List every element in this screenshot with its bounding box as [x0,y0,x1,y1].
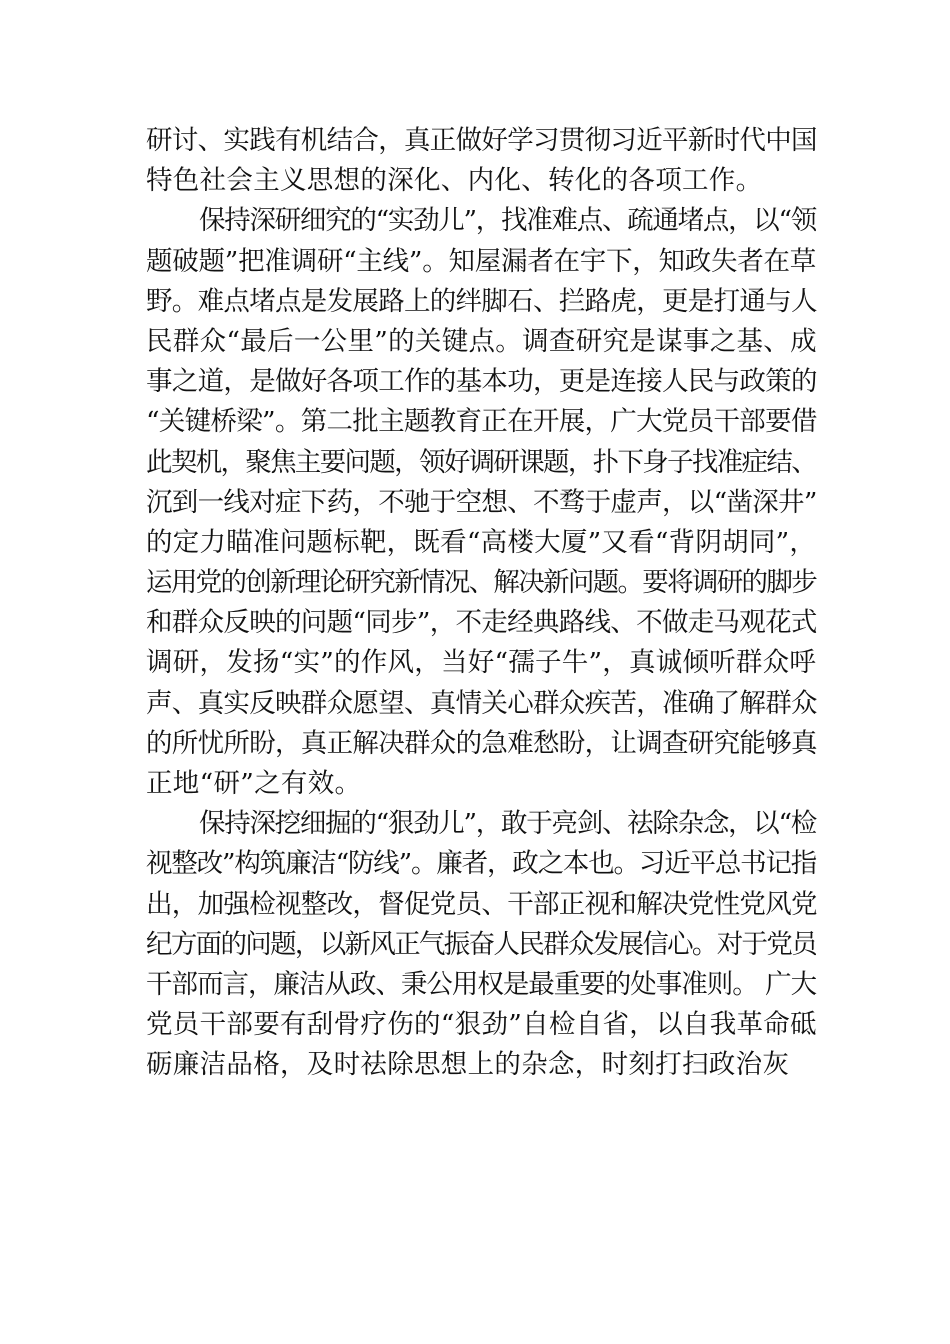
text-line: 此契机，聚焦主要问题，领好调研课题，扑下身子找准症结、 [146,446,816,478]
text-line: 事之道，是做好各项工作的基本功，更是连接人民与政策的 [146,366,817,398]
text-line: 沉到一线对症下药，不驰于空想、不骛于虚声，以“凿深井” [146,486,817,518]
text-line: 题破题”把准调研“主线”。知屋漏者在宇下，知政失者在草 [146,245,816,277]
text-line: 正地“研”之有效。 [146,768,362,799]
text-line: 野。难点堵点是发展路上的绊脚石、拦路虎，更是打通与人 [146,285,817,317]
paragraph-start-line: 保持深挖细掘的“狠劲儿”，敢于亮剑、祛除杂念，以“检 [199,808,816,840]
text-line: 出，加强检视整改，督促党员、干部正视和解决党性党风党 [146,888,817,920]
text-line: 砺廉洁品格，及时祛除思想上的杂念，时刻打扫政治灰 [146,1049,790,1081]
paragraph-start-line: 保持深研细究的“实劲儿”，找准难点、疏通堵点，以“领 [199,205,816,237]
text-line: 运用党的创新理论研究新情况、解决新问题。要将调研的脚步 [146,567,816,599]
text-line: 纪方面的问题，以新风正气振奋人民群众发展信心。对于党员 [146,928,816,960]
text-line: 和群众反映的问题“同步”，不走经典路线、不做走马观花式 [146,607,817,639]
text-line: 声、真实反映群众愿望、真情关心群众疾苦，准确了解群众 [146,687,817,719]
text-line: 特色社会主义思想的深化、内化、转化的各项工作。 [146,165,763,197]
text-line: 民群众“最后一公里”的关键点。调查研究是谋事之基、成 [146,325,817,357]
text-line: 的定力瞄准问题标靶，既看“高楼大厦”又看“背阴胡同”， [146,526,816,558]
text-line: 党员干部要有刮骨疗伤的“狠劲”自检自省，以自我革命砥 [146,1009,817,1041]
text-line: 调研，发扬“实”的作风，当好“孺子牛”，真诚倾听群众呼 [146,647,816,679]
text-line: “关键桥梁”。第二批主题教育正在开展，广大党员干部要借 [146,406,817,438]
document-body [146,121,816,1086]
text-line: 的所忧所盼，真正解决群众的急难愁盼，让调查研究能够真 [146,727,817,759]
text-line: 干部而言，廉洁从政、秉公用权是最重要的处事准则。 广大 [146,968,816,1000]
text-line: 研讨、实践有机结合，真正做好学习贯彻习近平新时代中国 [146,125,817,156]
text-line: 视整改”构筑廉洁“防线”。廉者，政之本也。习近平总书记指 [146,848,816,880]
